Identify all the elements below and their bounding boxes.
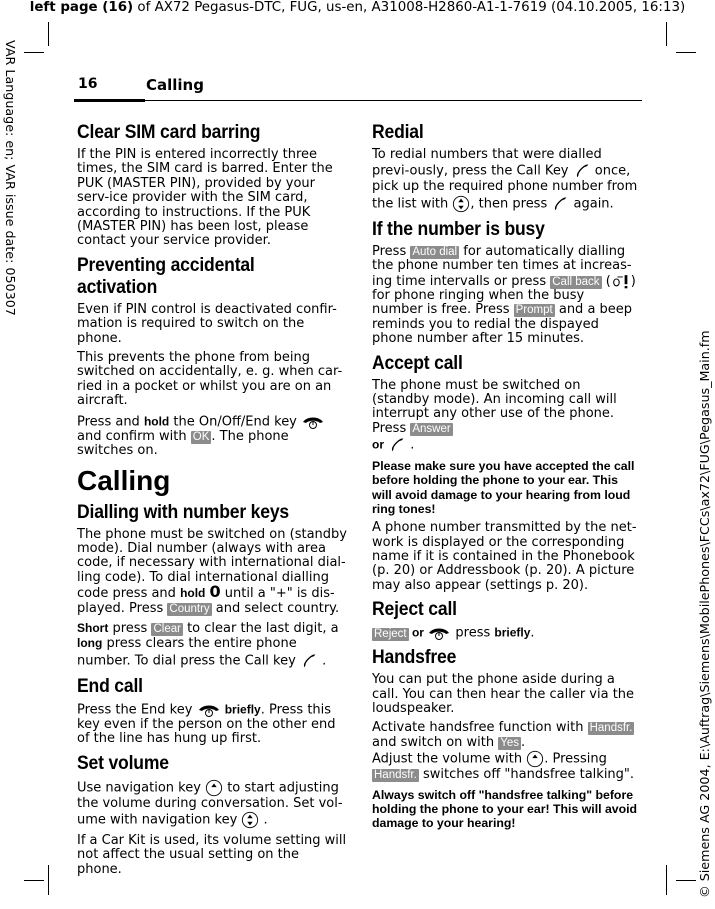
crop-mark: [24, 880, 44, 881]
softkey-ok: OK: [192, 430, 210, 443]
call-key-icon: [573, 162, 591, 180]
softkey-call-back: Call back: [552, 275, 600, 288]
heading-number-busy: If the number is busy: [372, 217, 545, 240]
heading-clear-sim: Clear SIM card barring: [77, 121, 261, 143]
call-back-icon: [611, 274, 631, 289]
heading-accept-call: Accept call: [372, 351, 463, 374]
end-key-icon: [197, 702, 221, 718]
heading-reject-call: Reject call: [372, 598, 457, 621]
paragraph: Activate handsfree function with Handsfr. and switch on with Yes . Adjust the volume with . Pressing Handsfr. switches off "handsfree talking".: [372, 720, 635, 783]
zero-key: 0: [209, 582, 221, 602]
paragraph: Reject or press briefly.: [374, 625, 535, 641]
header-rule-thick: [74, 99, 145, 102]
end-key-icon: [301, 414, 325, 430]
paragraph: The phone must be switched on (standby mode). An incoming call will interrupt any other use of the phone. Press Answer or .: [372, 377, 617, 453]
page-number: 16: [78, 76, 98, 92]
paragraph: Press the End key briefly. Press this key even if the person on the other end of the line has hung up first.: [77, 702, 336, 747]
softkey-answer: Answer: [412, 422, 451, 435]
softkey-prompt: Prompt: [515, 304, 553, 317]
call-key-icon: [300, 652, 318, 670]
softkey-handsfree: Handsfr.: [589, 722, 633, 735]
call-key-icon: [551, 195, 569, 213]
paragraph: You can put the phone aside during a call. You can then hear the caller via the loudspeaker.: [372, 672, 635, 716]
paragraph: The phone must be switched on (standby mode). Dial number (always with area code, if necessary with international dial-ling code). To dial international dialling code press and hold 0 until a "+" is dis-played. Press Country and select country.: [77, 526, 347, 616]
paragraph: If the PIN is entered incorrectly three times, the SIM card is barred. Enter the PUK (MASTER PIN), provided by your serv-ice provider with the SIM card, according to instructions. If the PUK (MASTER PIN) has been lost, please contact your service provider.: [77, 147, 333, 249]
heading-set-volume: Set volume: [77, 751, 169, 774]
right-column: [372, 117, 638, 835]
nav-key-updown-icon: [452, 195, 470, 213]
header-rule: [145, 100, 642, 101]
paragraph: Use navigation key to start adjusting the volume during conversation. Set vol-ume with navigation key .: [77, 780, 343, 828]
paragraph: Even if PIN control is deactivated confir-mation is required to switch on the phone.: [77, 301, 337, 346]
crop-mark: [48, 865, 49, 895]
crop-mark: [666, 865, 667, 895]
softkey-handsfree: Handsfr.: [374, 769, 417, 782]
nav-key-up-icon: [526, 750, 544, 768]
crop-mark: [24, 52, 44, 53]
crop-mark: [48, 22, 49, 46]
softkey-auto-dial: Auto dial: [412, 245, 458, 258]
call-key-icon: [388, 436, 406, 454]
softkey-yes: Yes: [500, 736, 520, 749]
print-header: left page (16) of AX72 Pegasus-DTC, FUG, us-en, A31008-H2860-A1-1-7619 (04.10.2005, 16:13): [29, 0, 686, 15]
paragraph: This prevents the phone from being switched on accidentally, e. g. when car-ried in a pocket or whilst you are on an aircraft.: [77, 350, 343, 409]
paragraph: If a Car Kit is used, its volume setting will not affect the usual setting on the phone.: [77, 832, 347, 877]
softkey-country: Country: [169, 602, 210, 615]
warning-text: Please make sure you have accepted the call before holding the phone to your ear. This will avoid damage to your hearing from loud ring tones!: [372, 459, 635, 516]
crop-mark: [666, 22, 667, 46]
crop-mark: [676, 52, 696, 53]
warning-text: Always switch off "handsfree talking" before holding the phone to your ear! This will avoid damage to your hearing!: [372, 787, 638, 830]
softkey-reject: Reject: [374, 627, 407, 640]
heading-end-call: End call: [77, 674, 143, 697]
heading-redial: Redial: [372, 121, 424, 143]
heading-handsfree: Handsfree: [372, 646, 457, 669]
heading-dialling: Dialling with number keys: [77, 500, 290, 523]
left-column: [77, 117, 347, 882]
heading-prevent-activation: Preventing accidental activation: [77, 253, 255, 298]
paragraph: Short press Clear to clear the last digit, a long press clears the entire phone number. To dial press the Call key .: [77, 620, 339, 669]
paragraph: Press Auto dial for automatically dialling the phone number ten times at increas-ing time intervalls or press Call back ( ) for phone ringing when the busy number is free. Press Prompt and a beep reminds you to redial the dispayed phone number after 15 minutes.: [372, 243, 636, 347]
softkey-clear: Clear: [153, 622, 181, 635]
paragraph: A phone number transmitted by the net-work is displayed or the corresponding name if it is contained in the Phonebook (p. 20) or Addressbook (p. 20). A picture may also appear (settings p. 20).: [372, 520, 637, 593]
paragraph: Press and hold the On/Off/End key and confirm with OK . The phone switches on.: [77, 414, 347, 459]
heading-calling: Calling: [77, 464, 171, 496]
end-key-icon: [427, 625, 451, 641]
nav-key-updown-icon: [241, 811, 259, 829]
page-title: Calling: [146, 76, 204, 94]
crop-mark: [676, 880, 696, 881]
paragraph: To redial numbers that were dialled previ-ously, press the Call Key once, pick up the required phone number from the list with , then press again.: [372, 147, 638, 212]
nav-key-up-icon: [205, 779, 223, 797]
